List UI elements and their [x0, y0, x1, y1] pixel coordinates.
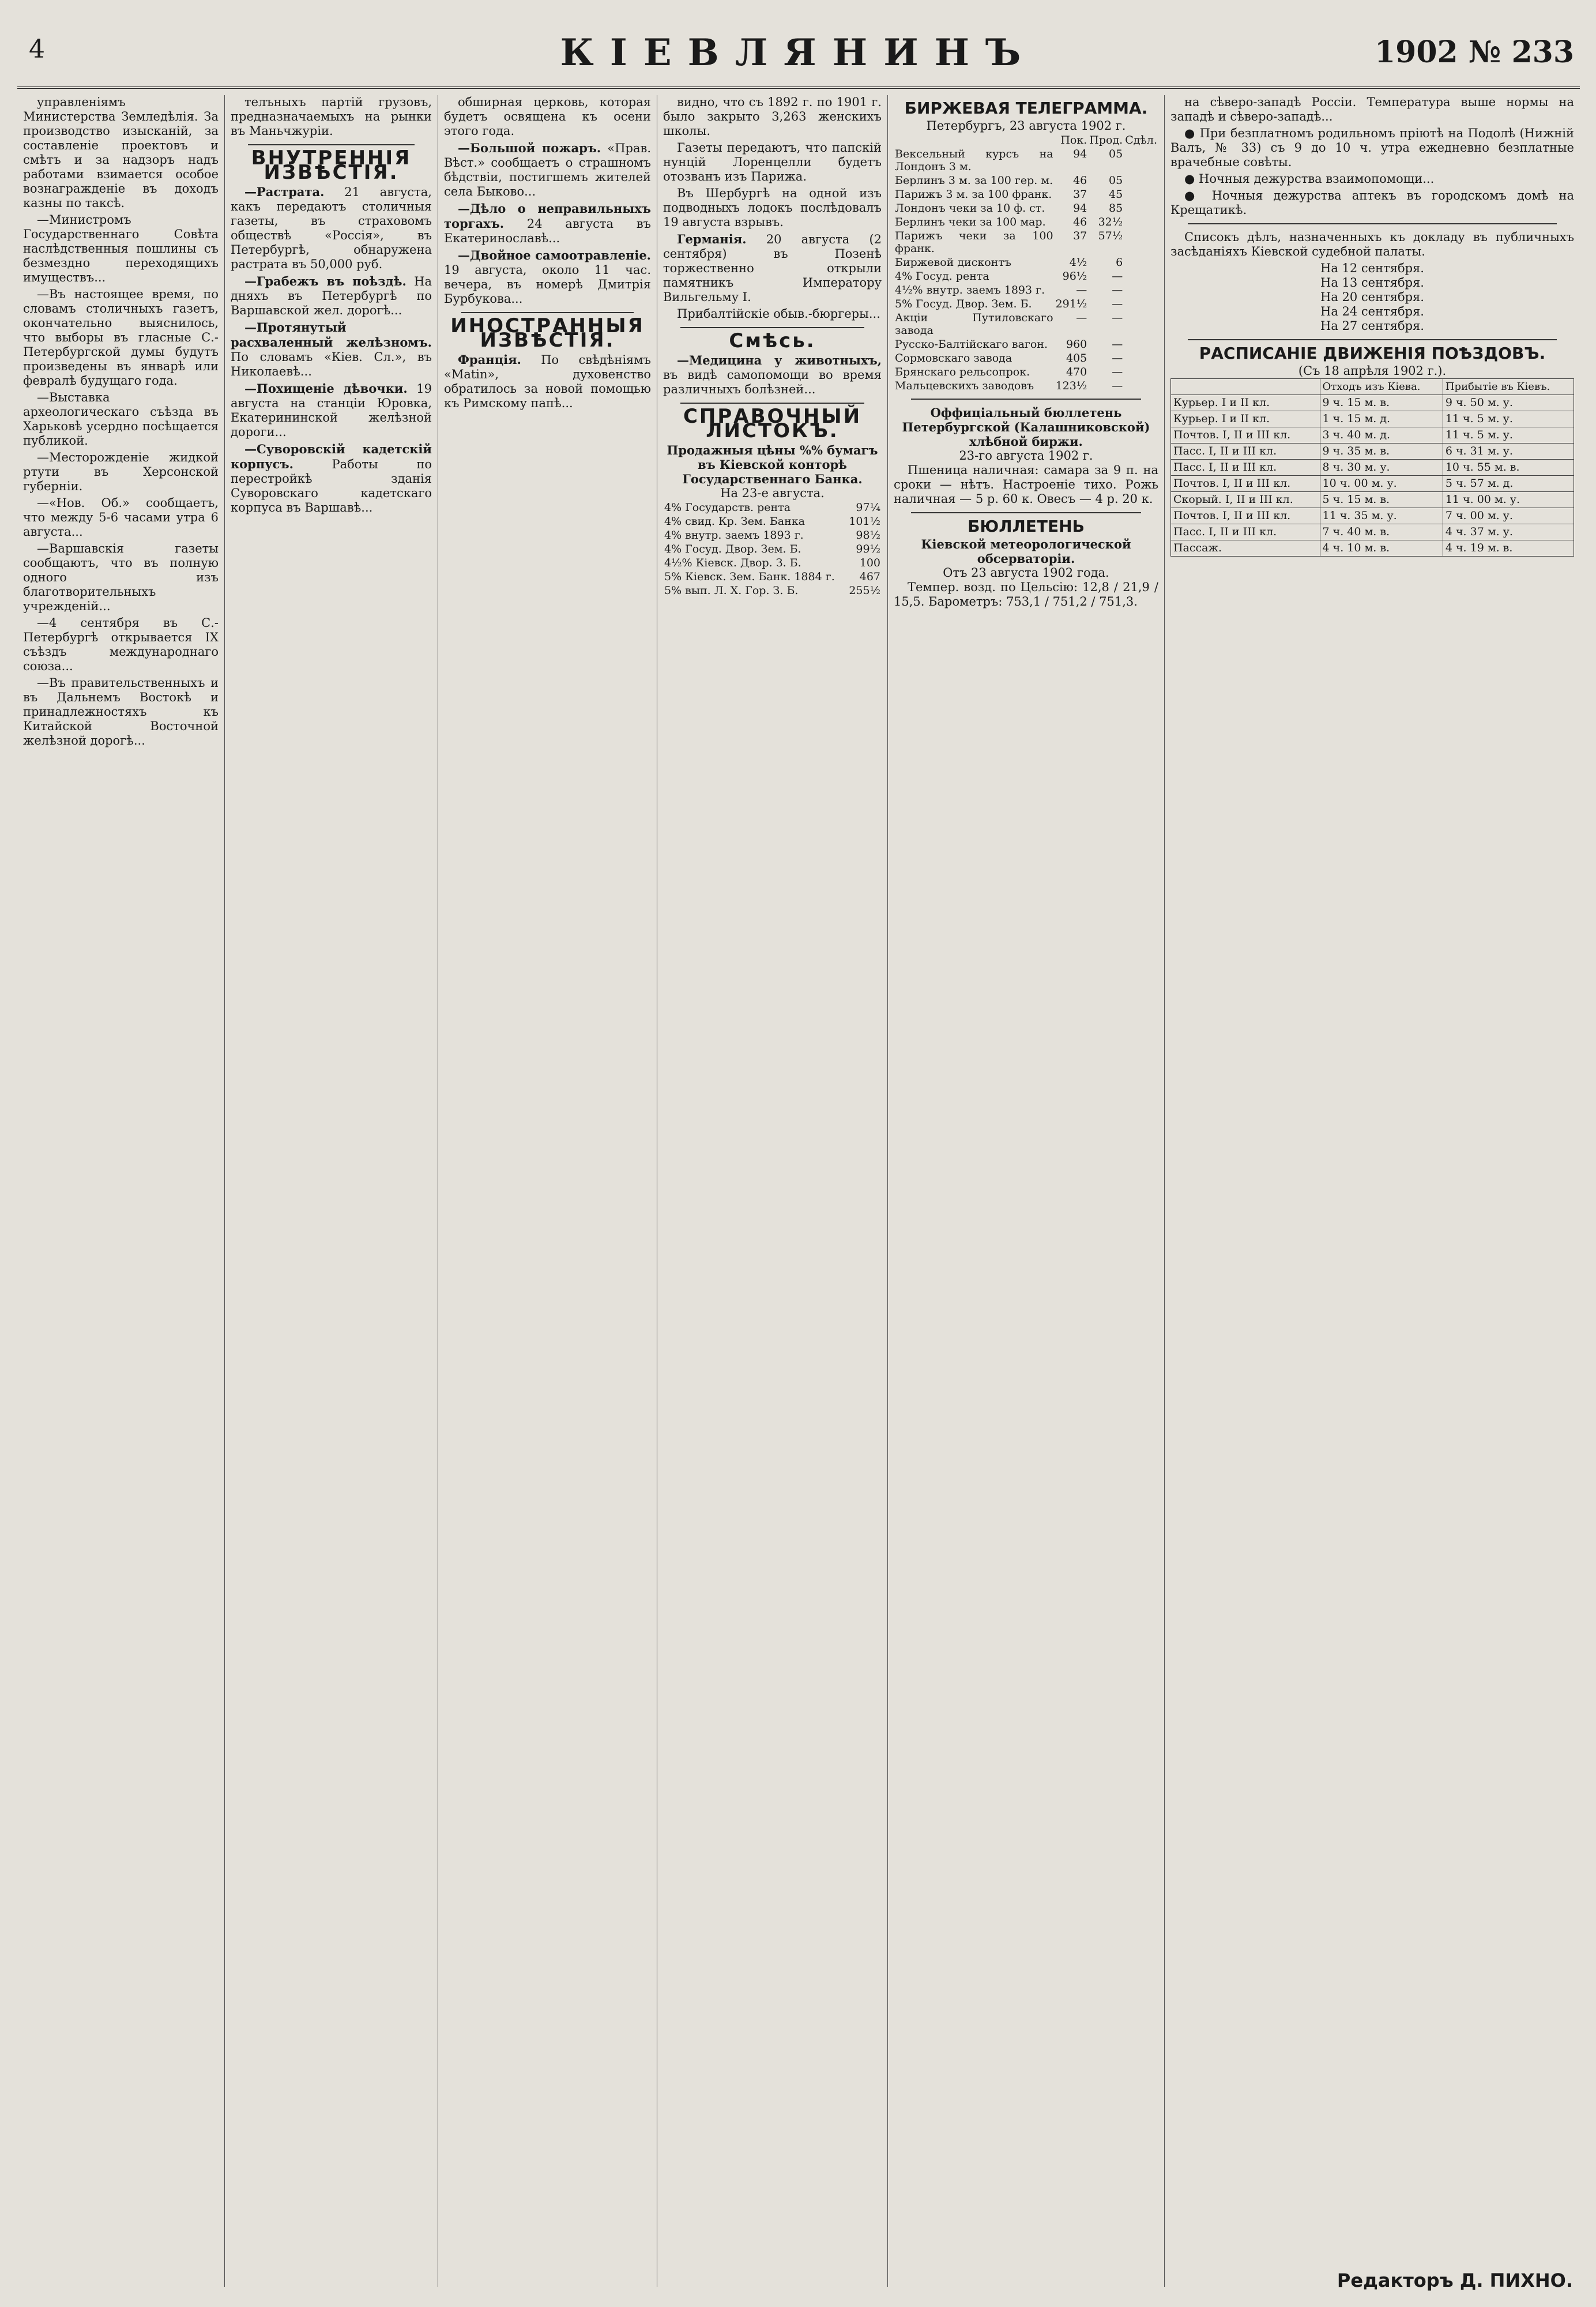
- paragraph: телъныхъ партій грузовъ, предназначаемыхъ на рынки въ Маньчжуріи.: [231, 95, 432, 138]
- divider: [1188, 223, 1557, 224]
- exchange-row: [894, 269, 1158, 283]
- exchange-row: [894, 147, 1158, 174]
- exchange-row-cell: —: [1112, 298, 1123, 310]
- exchange-row: [894, 379, 1158, 393]
- schedule-row: [1171, 444, 1574, 460]
- exchange-row-cell: Парижъ 3 м. за 100 франк.: [895, 188, 1052, 201]
- paragraph: обширная церковь, которая будетъ освящена къ осени этого года.: [444, 95, 651, 138]
- securities-row: [663, 514, 882, 528]
- securities-row-cell: 4% внутр. заемъ 1893 г.: [664, 529, 804, 542]
- securities-row-cell: 5% Кіевск. Зем. Банк. 1884 г.: [664, 570, 835, 583]
- exchange-table: [894, 133, 1158, 393]
- bulletin-date: 23-го августа 1902 г.: [959, 449, 1093, 463]
- item-title: —Протянутый расхваленный желѣзномъ.: [231, 320, 432, 350]
- paragraph: управленіямъ Министерства Земледѣлія. За производство изысканій, за составленіе проектовъ и смѣтъ и за надзоръ надъ работами взимается особое вознагражденіе въ доходъ казны по таксѣ.: [23, 95, 219, 210]
- court-date: На 24 сентября.: [1320, 305, 1424, 318]
- securities-row: [663, 584, 882, 598]
- exchange-row-cell: 96½: [1062, 270, 1087, 283]
- exchange-row-cell: 94: [1073, 148, 1087, 160]
- news-item: [444, 141, 651, 199]
- meteo-subheading: Кіевской метеорологической обсерваторіи.: [921, 537, 1131, 566]
- schedule-row-cell: 11 ч. 00 м. у.: [1443, 492, 1574, 508]
- item-text: Работы по перестройкѣ зданія Суворовскаго кадетскаго корпуса въ Варшавѣ...: [231, 457, 432, 514]
- exchange-row-cell: 291½: [1055, 298, 1087, 310]
- schedule-row-cell: 4 ч. 19 м. в.: [1443, 540, 1574, 557]
- exchange-row-cell: 6: [1116, 256, 1123, 269]
- exchange-row: [894, 283, 1158, 297]
- item-text: По свѣдѣніямъ «Matin», духовенство обратилось за новой помощью къ Римскому папѣ...: [444, 353, 651, 410]
- divider: [911, 512, 1141, 513]
- schedule-row-cell: 8 ч. 30 м. у.: [1320, 460, 1443, 476]
- schedule-row-cell: 7 ч. 40 м. в.: [1320, 524, 1443, 540]
- column-5: [888, 95, 1165, 2287]
- paragraph: Прибалтійскіе обыв.-бюргеры...: [677, 307, 880, 321]
- column-2: [225, 95, 438, 2287]
- exchange-row-cell: 05: [1109, 148, 1123, 160]
- exchange-row-cell: 123½: [1055, 380, 1087, 392]
- exchange-header-blank: [894, 133, 1055, 147]
- exchange-row-cell: 37: [1073, 188, 1087, 201]
- schedule-row-cell: 10 ч. 00 м. у.: [1320, 476, 1443, 492]
- schedule-row: [1171, 395, 1574, 411]
- news-item: [231, 185, 432, 272]
- divider: [680, 327, 864, 328]
- exchange-row: [894, 351, 1158, 365]
- exchange-row-cell: 46: [1073, 174, 1087, 187]
- securities-row: [663, 528, 882, 542]
- editor-signature: Редакторъ Д. ПИХНО.: [1337, 2270, 1573, 2291]
- securities-row-cell: 4% Государств. рента: [664, 501, 791, 514]
- exchange-row-cell: Вексельный курсъ на Лондонъ 3 м.: [895, 148, 1053, 173]
- reference-date: На 23-е августа.: [720, 486, 825, 500]
- exchange-row-cell: —: [1112, 352, 1123, 365]
- exchange-row-cell: Акціи Путиловскаго завода: [895, 311, 1053, 337]
- exchange-row-cell: —: [1112, 270, 1123, 283]
- news-item: [663, 353, 882, 397]
- schedule-row-cell: Скорый. I, II и III кл.: [1171, 492, 1320, 508]
- paragraph: —«Нов. Об.» сообщаетъ, что между 5-6 часами утра 6 августа...: [23, 496, 219, 539]
- column-3: [438, 95, 657, 2287]
- securities-row-cell: 4% Госуд. Двор. Зем. Б.: [664, 543, 801, 555]
- schedule-header-row: [1171, 379, 1574, 395]
- exchange-row-cell: Парижъ чеки за 100 франк.: [895, 230, 1053, 255]
- notice: ● При безплатномъ родильномъ пріютѣ на Подолѣ (Нижній Валъ, № 33) съ 9 до 10 ч. утра ежедневно безплатные врачебные совѣты.: [1170, 126, 1574, 169]
- schedule-row: [1171, 476, 1574, 492]
- schedule-row-cell: Почтов. I, II и III кл.: [1171, 476, 1320, 492]
- schedule-row-cell: 11 ч. 35 м. у.: [1320, 508, 1443, 524]
- news-item: [231, 274, 432, 318]
- exchange-row-cell: —: [1112, 338, 1123, 351]
- masthead: [17, 23, 1580, 89]
- exchange-row: [894, 256, 1158, 269]
- securities-row-cell: 5% вып. Л. Х. Гор. З. Б.: [664, 584, 799, 597]
- exchange-row: [894, 337, 1158, 351]
- item-title: —Похищеніе дѣвочки.: [244, 381, 408, 396]
- paragraph: видно, что съ 1892 г. по 1901 г. было закрыто 3,263 женскихъ школы.: [663, 95, 882, 138]
- court-date: На 27 сентября.: [1320, 319, 1424, 333]
- news-item: [231, 320, 432, 379]
- exchange-row-cell: 4½: [1069, 256, 1087, 269]
- exchange-row-cell: 46: [1073, 216, 1087, 228]
- column-1: [17, 95, 225, 2287]
- schedule-row-cell: 9 ч. 35 м. в.: [1320, 444, 1443, 460]
- exchange-row-cell: 4½% внутр. заемъ 1893 г.: [895, 284, 1045, 296]
- schedule-row-cell: 11 ч. 5 м. у.: [1443, 411, 1574, 427]
- paragraph: —Выставка археологическаго съѣзда въ Харьковѣ усердно посѣщается публикой.: [23, 390, 219, 448]
- schedule-row: [1171, 411, 1574, 427]
- item-text: На дняхъ въ Петербургѣ по Варшавской жел. дорогѣ...: [231, 275, 432, 317]
- schedule-col-depart: Отходъ изъ Кіева.: [1320, 379, 1443, 395]
- securities-row-cell: 4½% Кіевск. Двор. З. Б.: [664, 557, 801, 569]
- securities-row: [663, 542, 882, 556]
- divider: [1188, 339, 1557, 340]
- item-text: 20 августа (2 сентября) въ Позенѣ торжественно открыли памятникъ Императору Вильгельму I.: [663, 232, 882, 304]
- securities-row: [663, 501, 882, 514]
- securities-row-cell: 4% свид. Кр. Зем. Банка: [664, 515, 805, 528]
- securities-row-cell: 467: [859, 570, 880, 583]
- exchange-row-cell: Мальцевскихъ заводовъ: [895, 380, 1034, 392]
- securities-row-cell: 99½: [856, 543, 880, 555]
- schedule-row-cell: Почтов. I, II и III кл.: [1171, 427, 1320, 444]
- exchange-row: [894, 174, 1158, 187]
- court-date: На 13 сентября.: [1320, 276, 1424, 290]
- meteo-date: Отъ 23 августа 1902 года.: [943, 566, 1109, 580]
- exchange-row-cell: 405: [1066, 352, 1087, 365]
- exchange-row: [894, 229, 1158, 256]
- exchange-header-row: [894, 133, 1158, 147]
- schedule-subheading: (Съ 18 апрѣля 1902 г.).: [1298, 364, 1447, 378]
- schedule-row: [1171, 540, 1574, 557]
- news-item: [444, 248, 651, 306]
- schedule-col-train: [1171, 379, 1320, 395]
- item-title: —Медицина у животныхъ,: [677, 353, 882, 367]
- news-item: [231, 381, 432, 439]
- schedule-row: [1171, 460, 1574, 476]
- news-item: [231, 442, 432, 515]
- item-text: «Прав. Вѣст.» сообщаетъ о страшномъ бѣдствіи, постигшемъ жителей села Быково...: [444, 141, 651, 198]
- schedule-row-cell: 11 ч. 5 м. у.: [1443, 427, 1574, 444]
- securities-row-cell: 255½: [849, 584, 880, 597]
- paragraph: —4 сентября въ С.-Петербургѣ открывается IX съѣздъ международнаго союза...: [23, 616, 219, 673]
- exchange-row: [894, 311, 1158, 337]
- schedule-row-cell: 5 ч. 57 м. д.: [1443, 476, 1574, 492]
- paragraph: —Месторожденіе жидкой ртути въ Херсонской губерніи.: [23, 450, 219, 493]
- exchange-col-deal: Сдѣл.: [1125, 134, 1157, 146]
- exchange-row-cell: —: [1076, 284, 1087, 296]
- meteo-heading: БЮЛЛЕТЕНЬ: [968, 517, 1085, 536]
- exchange-subheading: Петербургъ, 23 августа 1902 г.: [926, 119, 1126, 133]
- exchange-row-cell: 05: [1109, 174, 1123, 187]
- item-text: 24 августа въ Екатеринославѣ...: [444, 217, 651, 245]
- schedule-row-cell: Курьер. I и II кл.: [1171, 411, 1320, 427]
- securities-row-cell: 97¼: [856, 501, 880, 514]
- court-date: На 12 сентября.: [1320, 261, 1424, 275]
- securities-row-cell: 100: [859, 557, 880, 569]
- exchange-row-cell: —: [1112, 366, 1123, 378]
- train-schedule-table: [1170, 378, 1574, 557]
- exchange-row-cell: Русско-Балтійскаго вагон.: [895, 338, 1048, 351]
- securities-row-cell: 98½: [856, 529, 880, 542]
- exchange-row-cell: Сормовскаго завода: [895, 352, 1012, 365]
- exchange-row-cell: 37: [1073, 230, 1087, 242]
- item-title: —Растрата.: [244, 185, 325, 199]
- item-title: —Дѣло о неправильныхъ торгахъ.: [444, 201, 651, 231]
- schedule-row: [1171, 524, 1574, 540]
- schedule-row: [1171, 492, 1574, 508]
- schedule-col-arrive: Прибытіе въ Кіевъ.: [1443, 379, 1574, 395]
- securities-row: [663, 556, 882, 570]
- schedule-row-cell: 9 ч. 50 м. у.: [1443, 395, 1574, 411]
- exchange-row-cell: Берлинъ чеки за 100 мар.: [895, 216, 1046, 228]
- schedule-heading: РАСПИСАНІЕ ДВИЖЕНІЯ ПОѢЗДОВЪ.: [1199, 344, 1546, 363]
- schedule-row-cell: 7 ч. 00 м. у.: [1443, 508, 1574, 524]
- notice: ● Ночныя дежурства взаимопомощи...: [1184, 172, 1435, 186]
- schedule-row-cell: Курьер. I и II кл.: [1171, 395, 1320, 411]
- schedule-row-cell: Пасс. I, II и III кл.: [1171, 524, 1320, 540]
- exchange-row: [894, 365, 1158, 379]
- exchange-row-cell: —: [1112, 311, 1123, 324]
- item-title: —Двойное самоотравленіе.: [458, 248, 651, 262]
- court-list-heading: Списокъ дѣлъ, назначенныхъ къ докладу въ публичныхъ засѣданіяхъ Кіевской судебной палаты.: [1170, 230, 1574, 258]
- securities-table: [663, 501, 882, 598]
- exchange-row-cell: Брянскаго рельсопрок.: [895, 366, 1030, 378]
- bulletin-text: Пшеница наличная: самара за 9 п. на сроки — нѣтъ. Настроеніе тихо. Рожь наличная — 5 р. 60 к. Овесъ — 4 р. 20 к.: [894, 463, 1158, 506]
- exchange-row-cell: 960: [1066, 338, 1087, 351]
- schedule-row-cell: 5 ч. 15 м. в.: [1320, 492, 1443, 508]
- schedule-row-cell: 9 ч. 15 м. в.: [1320, 395, 1443, 411]
- divider: [911, 399, 1141, 400]
- schedule-row-cell: 4 ч. 10 м. в.: [1320, 540, 1443, 557]
- newspaper-title: КІЕВЛЯНИНЪ: [560, 31, 1037, 74]
- section-heading: ИНОСТРАННЫЯ ИЗВѢСТІЯ.: [450, 314, 645, 352]
- exchange-row-cell: —: [1076, 311, 1087, 324]
- news-item: [663, 232, 882, 305]
- exchange-row-cell: 32½: [1098, 216, 1123, 228]
- exchange-row-cell: —: [1112, 284, 1123, 296]
- securities-row-cell: 101½: [849, 515, 880, 528]
- schedule-row-cell: 4 ч. 37 м. у.: [1443, 524, 1574, 540]
- item-text: въ видѣ самопомощи во время различныхъ болѣзней...: [663, 368, 882, 396]
- exchange-row-cell: 45: [1109, 188, 1123, 201]
- schedule-row-cell: Пассаж.: [1171, 540, 1320, 557]
- reference-subheading: Продажныя цѣны %% бумагъ въ Кіевской конторѣ Государственнаго Банка.: [667, 443, 878, 486]
- item-title: —Грабежъ въ поѣздѣ.: [244, 274, 406, 288]
- paragraph: —Министромъ Государственнаго Совѣта наслѣдственныя пошлины съ безмездно переходящихъ имуществъ...: [23, 213, 219, 284]
- item-title: Германія.: [677, 232, 747, 246]
- notice: ● Ночныя дежурства аптекъ въ городскомъ домѣ на Крещатикѣ.: [1170, 189, 1574, 217]
- item-text: 19 августа на станціи Юровка, Екатерининской желѣзной дороги...: [231, 382, 432, 439]
- item-text: По словамъ «Кіев. Сл.», въ Николаевѣ...: [231, 350, 432, 378]
- exchange-col-sell: Прод.: [1089, 134, 1123, 146]
- schedule-row-cell: Пасс. I, II и III кл.: [1171, 444, 1320, 460]
- exchange-row-cell: 470: [1066, 366, 1087, 378]
- column-6: [1165, 95, 1580, 2287]
- exchange-row: [894, 187, 1158, 201]
- schedule-row-cell: Пасс. I, II и III кл.: [1171, 460, 1320, 476]
- meteo-text: Темпер. возд. по Цельсію: 12,8 / 21,9 / 15,5. Барометръ: 753,1 / 751,2 / 751,3.: [894, 580, 1158, 608]
- schedule-row: [1171, 427, 1574, 444]
- column-4: [657, 95, 888, 2287]
- schedule-row-cell: 6 ч. 31 м. у.: [1443, 444, 1574, 460]
- section-heading: Смѣсь.: [729, 329, 816, 352]
- schedule-row-cell: 3 ч. 40 м. д.: [1320, 427, 1443, 444]
- paragraph: Въ Шербургѣ на одной изъ подводныхъ лодокъ послѣдовалъ 19 августа взрывъ.: [663, 186, 882, 229]
- schedule-row: [1171, 508, 1574, 524]
- issue-number: 1902 № 233: [1375, 35, 1574, 70]
- divider: [461, 312, 634, 313]
- securities-row: [663, 570, 882, 584]
- exchange-row-cell: 4% Госуд. рента: [895, 270, 989, 283]
- exchange-row: [894, 215, 1158, 229]
- exchange-row-cell: —: [1112, 380, 1123, 392]
- bulletin-heading: Оффиціальный бюллетень Петербургской (Калашниковской) хлѣбной биржи.: [902, 405, 1150, 449]
- schedule-row-cell: 10 ч. 55 м. в.: [1443, 460, 1574, 476]
- exchange-row-cell: Лондонъ чеки за 10 ф. ст.: [895, 202, 1045, 215]
- exchange-row-cell: 94: [1073, 202, 1087, 215]
- divider: [680, 403, 864, 404]
- paragraph: —Въ настоящее время, по словамъ столичныхъ газетъ, окончательно выяснилось, что выборы въ гласные С.-Петербургской думы будутъ произведены въ январѣ или февралѣ будущаго года.: [23, 287, 219, 388]
- exchange-row-cell: 85: [1109, 202, 1123, 215]
- exchange-heading: БИРЖЕВАЯ ТЕЛЕГРАММА.: [904, 99, 1148, 118]
- item-title: Франція.: [458, 352, 521, 367]
- paragraph: на сѣверо-западѣ Россіи. Температура выше нормы на западѣ и сѣверо-западѣ...: [1170, 95, 1574, 123]
- court-date: На 20 сентября.: [1320, 290, 1424, 304]
- item-title: —Большой пожаръ.: [458, 141, 601, 155]
- exchange-col-buy: Пок.: [1060, 134, 1087, 146]
- item-text: 21 августа, какъ передаютъ столичныя газеты, въ страховомъ обществѣ «Россія», въ Петербургѣ, обнаружена растрата въ 50,000 руб.: [231, 185, 432, 271]
- reference-heading: СПРАВОЧНЫЙ ЛИСТОКЪ.: [683, 405, 862, 442]
- section-heading: ВНУТРЕННІЯ ИЗВѢСТІЯ.: [251, 146, 412, 184]
- exchange-row-cell: Биржевой дисконтъ: [895, 256, 1011, 269]
- news-item: [444, 352, 651, 411]
- exchange-row: [894, 297, 1158, 311]
- exchange-row: [894, 201, 1158, 215]
- divider: [248, 144, 415, 145]
- exchange-row-cell: Берлинъ 3 м. за 100 гер. м.: [895, 174, 1053, 187]
- paragraph: —Въ правительственныхъ и въ Дальнемъ Востокѣ и принадлежностяхъ къ Китайской Восточной желѣзной дорогѣ...: [23, 676, 219, 747]
- paragraph: —Варшавскія газеты сообщаютъ, что въ полную одного изъ благотворительныхъ учрежденій...: [23, 542, 219, 613]
- paragraph: Газеты передаютъ, что папскій нунцій Лоренцелли будетъ отозванъ изъ Парижа.: [663, 141, 882, 183]
- page-number: 4: [29, 35, 45, 64]
- exchange-row-cell: 57½: [1098, 230, 1123, 242]
- schedule-row-cell: Почтов. I, II и III кл.: [1171, 508, 1320, 524]
- news-item: [444, 201, 651, 246]
- item-title: —Суворовскій кадетскій корпусъ.: [231, 442, 432, 471]
- schedule-row-cell: 1 ч. 15 м. д.: [1320, 411, 1443, 427]
- item-text: 19 августа, около 11 час. вечера, въ номерѣ Дмитрія Бурбукова...: [444, 263, 651, 306]
- exchange-row-cell: 5% Госуд. Двор. Зем. Б.: [895, 298, 1032, 310]
